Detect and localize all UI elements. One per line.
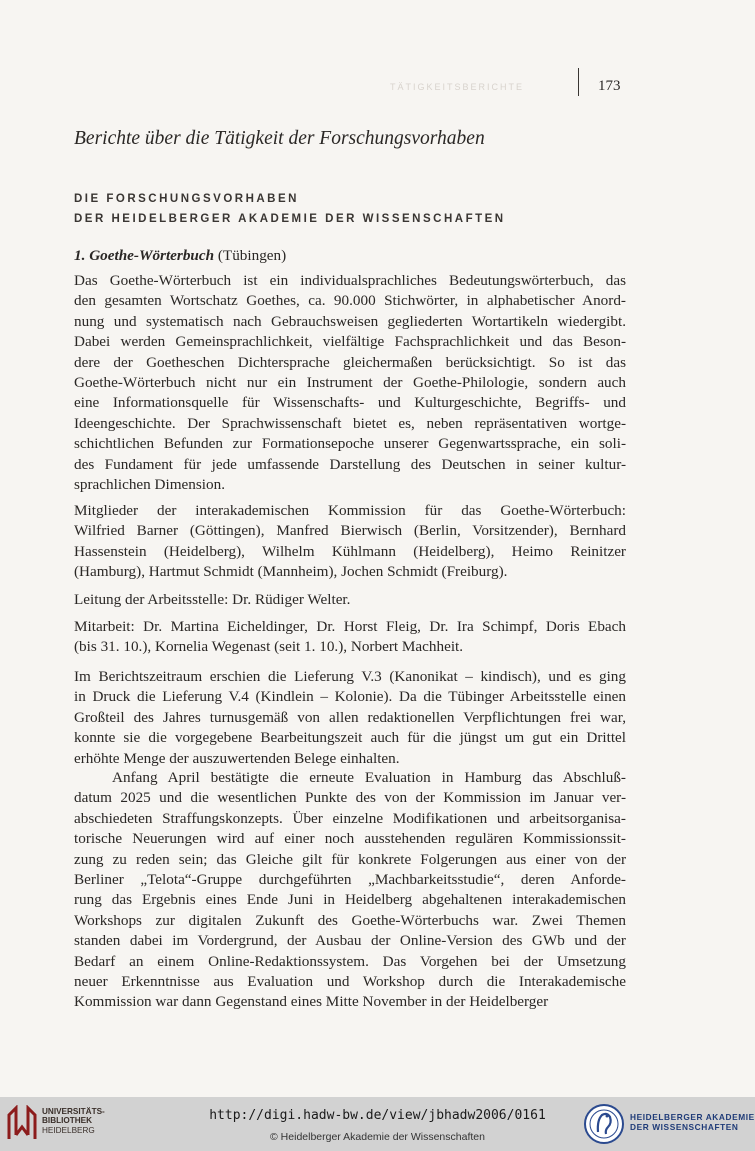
text-line: Wilfried Barner (Göttingen), Manfred Bierwisch (Berlin, Vorsitzender), Bernhard	[74, 522, 626, 540]
section-title-location: (Tübingen)	[214, 247, 287, 264]
header-rule	[578, 68, 579, 96]
digitization-footer	[0, 1097, 755, 1151]
text-line: Im Berichtszeitraum erschien die Lieferung V.3 (Kanonikat – kindisch), und es ging	[74, 668, 626, 685]
section-title	[74, 247, 286, 265]
text-line: Kommission war dann Gegenstand eines Mitte November in der Heidelberger	[74, 993, 549, 1011]
text-line: Dabei werden Gemeinsprachlichkeit, vielfältige Fachsprachlichkeit und das Beson-	[74, 333, 626, 351]
text-line: Mitarbeit: Dr. Martina Eicheldinger, Dr. Horst Fleig, Dr. Ira Schimpf, Doris Ebach	[74, 618, 626, 635]
text-line: Anfang April bestätigte die erneute Evaluation in Hamburg das Abschluß-	[112, 769, 626, 786]
text-line: schichtlichen Befunden zur Formationsepoche unserer Gegenwartssprache, ein soli-	[74, 435, 626, 453]
permalink-url[interactable]: http://digi.hadw-bw.de/view/jbhadw2006/0161	[209, 1108, 546, 1123]
text-line: (bis 31. 10.), Kornelia Wegenast (seit 1. 10.), Norbert Machheit.	[74, 638, 464, 656]
paragraph-commission-members	[74, 501, 626, 583]
text-line: sprachlichen Dimension.	[74, 475, 225, 493]
text-line: Leitung der Arbeitsstelle: Dr. Rüdiger Welter.	[74, 591, 351, 608]
show-through-running-head: TÄTIGKEITSBERICHTE	[390, 82, 525, 92]
text-line: Goethe-Wörterbuch nicht nur ein Instrument der Goethe-Philologie, sondern auch	[74, 373, 626, 391]
text-line: datum 2025 und die wesentlichen Punkte des von der Kommission im Januar ver-	[74, 789, 626, 807]
text-line: den gesamten Wortschatz Goethes, ca. 90.000 Stichwörter, in alphabetischer Anord-	[74, 292, 626, 310]
paragraph-staff	[74, 617, 626, 658]
copyright-notice: © Heidelberger Akademie der Wissenschaften	[270, 1131, 485, 1143]
text-line: torische Neuerungen wird auf einer noch ausstehenden regulären Kommissionssit-	[74, 830, 626, 848]
text-line: zung zu reden sein; das Gleiche gilt für konkrete Folgerungen aus einer von der	[74, 850, 626, 868]
page-heading: Berichte über die Tätigkeit der Forschungsvorhaben	[74, 128, 485, 149]
academy-seal-icon	[583, 1102, 625, 1146]
section-title-name: 1. Goethe-Wörterbuch	[74, 247, 215, 264]
text-line: Bedarf an einem Online-Redaktionssystem. Das Vorgehen bei der Umsetzung	[74, 952, 626, 970]
text-line: des Fundament für jede umfassende Darstellung des Deutschen in seiner kultur-	[74, 455, 626, 473]
text-line: (Hamburg), Hartmut Schmidt (Mannheim), Jochen Schmidt (Freiburg).	[74, 563, 508, 581]
text-line: nung und systematisch nach Gebrauchsweisen gegliederten Wortartikeln wiedergibt.	[74, 312, 626, 330]
paragraph-evaluation	[74, 768, 626, 1013]
text-line: Workshops zur digitalen Zukunft des Goethe-Wörterbuchs war. Zwei Themen	[74, 911, 626, 929]
page-number: 173	[598, 78, 621, 94]
text-line: dere der Goetheschen Dichtersprache gleichermaßen berücksichtigt. So ist das	[74, 353, 626, 371]
paragraph-leadership	[74, 590, 626, 610]
text-line: Großteil des Jahres turnusgemäß von allen redaktionellen Verpflichtungen frei war,	[74, 708, 626, 726]
text-line: Berliner „Telota“-Gruppe durchgeführten „Machbarkeitsstudie“, deren Anforde-	[74, 870, 626, 888]
text-line: Mitglieder der interakademischen Kommission für das Goethe-Wörterbuch:	[74, 502, 626, 519]
text-line: konnte sie die vorgegebene Bearbeitungszeit auch für die jüngst um gut ein Drittel	[74, 729, 626, 747]
text-line: standen dabei im Vordergrund, der Ausbau der Online-Version des GWb und der	[74, 932, 626, 950]
text-line: neuer Erkenntnisse aus Evaluation und Workshop durch die Interakademische	[74, 972, 626, 990]
paragraph-report-period	[74, 667, 626, 769]
paragraph-description	[74, 271, 626, 495]
text-line: Ideengeschichte. Der Sprachwissenschaft bietet es, neben repräsentativen wortge-	[74, 414, 626, 432]
text-line: in Druck die Lieferung V.4 (Kindlein – Kolonie). Da die Tübinger Arbeitsstelle einen	[74, 688, 626, 706]
text-line: erhöhte Menge der auszuwertenden Belege einhalten.	[74, 749, 400, 767]
text-line: eine Informationsquelle für Wissenschafts- und Kulturgeschichte, Begriffs- und	[74, 394, 626, 412]
academy-name: HEIDELBERGER AKADEMIE DER WISSENSCHAFTEN	[630, 1112, 755, 1132]
caps-heading-line-1: DIE FORSCHUNGSVORHABEN	[74, 193, 299, 205]
text-line: Das Goethe-Wörterbuch ist ein individualsprachliches Bedeutungswörterbuch, das	[74, 272, 626, 289]
caps-heading-line-2: DER HEIDELBERGER AKADEMIE DER WISSENSCHAFTEN	[74, 213, 506, 225]
text-line: abschiedeten Straffungskonzepts. Über einzelne Modifikationen und arbeitsorganisa-	[74, 809, 626, 827]
text-line: Hassenstein (Heidelberg), Wilhelm Kühlmann (Heidelberg), Heimo Reinitzer	[74, 542, 626, 560]
university-library-name: UNIVERSITÄTS- BIBLIOTHEK HEIDELBERG	[42, 1107, 105, 1135]
text-line: rung das Ergebnis eines Ende Juni in Heidelberg abgehaltenen interakademischen	[74, 891, 626, 909]
